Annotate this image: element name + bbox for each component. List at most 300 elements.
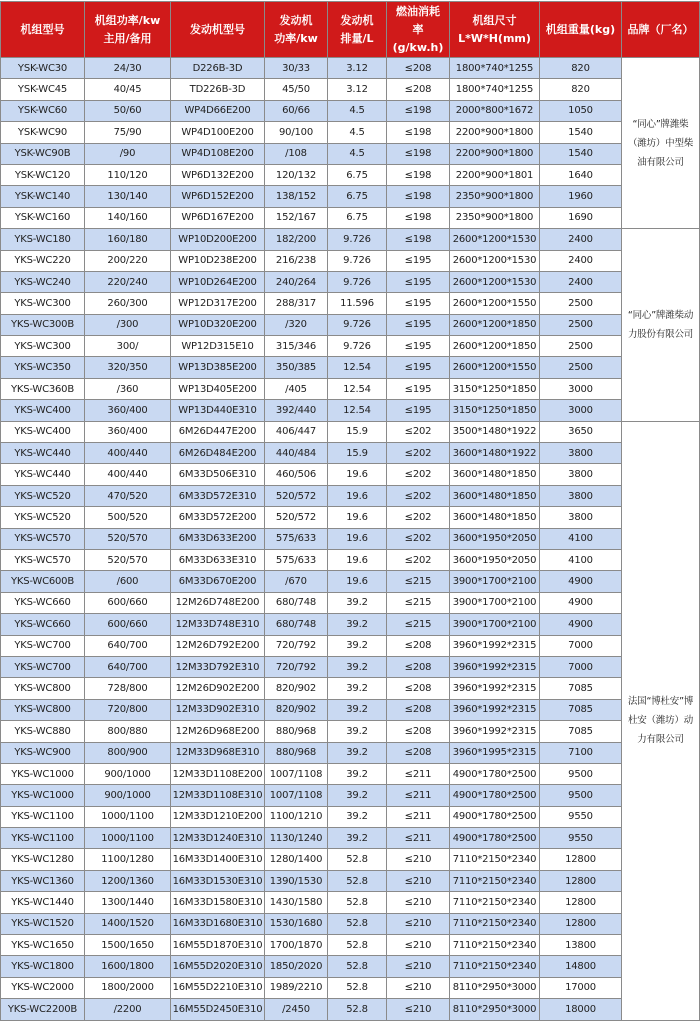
table-row (1, 250, 700, 271)
cell-engine-model: TD226B-3D (171, 79, 265, 100)
cell-engine-model: 6M33D670E200 (171, 571, 265, 592)
cell-weight: 12800 (540, 913, 622, 934)
cell-dimensions: 3600*1480*1850 (450, 485, 540, 506)
cell-model: YSK-WC60 (1, 100, 85, 121)
cell-displacement: 52.8 (328, 999, 387, 1020)
cell-dimensions: 2600*1200*1530 (450, 271, 540, 292)
brand-cell: “同心”牌潍柴（潍坊）中型柴油有限公司 (622, 58, 700, 229)
cell-dimensions: 3150*1250*1850 (450, 400, 540, 421)
cell-dimensions: 2200*900*1800 (450, 122, 540, 143)
cell-engine-model: 12M33D902E310 (171, 699, 265, 720)
cell-fuel-consumption: ≤195 (387, 357, 450, 378)
cell-displacement: 19.6 (328, 507, 387, 528)
cell-model: YKS-WC1650 (1, 935, 85, 956)
cell-dimensions: 3900*1700*2100 (450, 614, 540, 635)
table-row (1, 528, 700, 549)
cell-unit-power: 728/800 (85, 678, 171, 699)
cell-displacement: 39.2 (328, 678, 387, 699)
cell-dimensions: 2200*900*1801 (450, 164, 540, 185)
cell-engine-power: 680/748 (265, 614, 328, 635)
cell-dimensions: 3600*1950*2050 (450, 549, 540, 570)
cell-weight: 3650 (540, 421, 622, 442)
cell-unit-power: 520/570 (85, 528, 171, 549)
cell-displacement: 3.12 (328, 79, 387, 100)
cell-displacement: 12.54 (328, 357, 387, 378)
cell-engine-power: 60/66 (265, 100, 328, 121)
cell-weight: 1540 (540, 143, 622, 164)
cell-engine-power: 216/238 (265, 250, 328, 271)
cell-fuel-consumption: ≤198 (387, 143, 450, 164)
cell-model: YSK-WC30 (1, 58, 85, 79)
cell-unit-power: 1800/2000 (85, 977, 171, 998)
table-row (1, 336, 700, 357)
cell-weight: 1540 (540, 122, 622, 143)
cell-displacement: 19.6 (328, 485, 387, 506)
cell-model: YKS-WC1440 (1, 892, 85, 913)
cell-unit-power: 300/ (85, 336, 171, 357)
cell-dimensions: 3900*1700*2100 (450, 592, 540, 613)
cell-engine-power: 820/902 (265, 678, 328, 699)
cell-displacement: 52.8 (328, 892, 387, 913)
cell-displacement: 4.5 (328, 122, 387, 143)
cell-displacement: 39.2 (328, 656, 387, 677)
header-dimensions: 机组尺寸 L*W*H(mm) (450, 2, 540, 58)
cell-unit-power: 360/400 (85, 421, 171, 442)
cell-engine-power: 575/633 (265, 528, 328, 549)
cell-dimensions: 3960*1992*2315 (450, 635, 540, 656)
cell-engine-model: WP12D315E10 (171, 336, 265, 357)
cell-model: YKS-WC400 (1, 400, 85, 421)
cell-engine-model: 12M33D792E310 (171, 656, 265, 677)
cell-model: YSK-WC90B (1, 143, 85, 164)
cell-engine-model: WP13D440E310 (171, 400, 265, 421)
cell-dimensions: 2600*1200*1550 (450, 293, 540, 314)
cell-engine-model: 12M26D792E200 (171, 635, 265, 656)
cell-fuel-consumption: ≤198 (387, 122, 450, 143)
cell-unit-power: 1000/1100 (85, 828, 171, 849)
table-row (1, 806, 700, 827)
cell-fuel-consumption: ≤208 (387, 721, 450, 742)
cell-weight: 7085 (540, 699, 622, 720)
cell-weight: 14800 (540, 956, 622, 977)
generator-spec-table (0, 1, 700, 1021)
cell-model: YKS-WC800 (1, 699, 85, 720)
cell-model: YSK-WC160 (1, 207, 85, 228)
cell-model: YSK-WC140 (1, 186, 85, 207)
cell-fuel-consumption: ≤208 (387, 58, 450, 79)
cell-engine-power: 575/633 (265, 549, 328, 570)
cell-displacement: 39.2 (328, 785, 387, 806)
cell-engine-model: WP4D100E200 (171, 122, 265, 143)
cell-model: YKS-WC300B (1, 314, 85, 335)
table-header-row (1, 2, 700, 58)
cell-fuel-consumption: ≤211 (387, 806, 450, 827)
cell-weight: 9550 (540, 806, 622, 827)
header-unit-power: 机组功率/kw 主用/备用 (85, 2, 171, 58)
cell-fuel-consumption: ≤195 (387, 314, 450, 335)
cell-engine-power: 1390/1530 (265, 870, 328, 891)
cell-engine-power: 880/968 (265, 721, 328, 742)
cell-engine-model: WP10D320E200 (171, 314, 265, 335)
cell-weight: 2400 (540, 271, 622, 292)
cell-engine-model: 16M33D1530E310 (171, 870, 265, 891)
cell-displacement: 39.2 (328, 592, 387, 613)
cell-engine-model: 16M33D1400E310 (171, 849, 265, 870)
cell-dimensions: 3600*1480*1850 (450, 507, 540, 528)
cell-model: YKS-WC660 (1, 592, 85, 613)
cell-engine-model: WP6D167E200 (171, 207, 265, 228)
cell-engine-power: 460/506 (265, 464, 328, 485)
cell-displacement: 4.5 (328, 143, 387, 164)
cell-weight: 4900 (540, 571, 622, 592)
cell-fuel-consumption: ≤198 (387, 186, 450, 207)
cell-model: YKS-WC1100 (1, 806, 85, 827)
cell-unit-power: 400/440 (85, 464, 171, 485)
cell-engine-power: 315/346 (265, 336, 328, 357)
cell-engine-model: 12M33D1210E200 (171, 806, 265, 827)
cell-fuel-consumption: ≤210 (387, 913, 450, 934)
cell-displacement: 9.726 (328, 250, 387, 271)
cell-engine-model: 12M33D1108E310 (171, 785, 265, 806)
cell-weight: 3800 (540, 507, 622, 528)
cell-displacement: 6.75 (328, 207, 387, 228)
table-row (1, 378, 700, 399)
table-row (1, 828, 700, 849)
cell-engine-power: 720/792 (265, 635, 328, 656)
cell-dimensions: 7110*2150*2340 (450, 849, 540, 870)
cell-displacement: 39.2 (328, 763, 387, 784)
cell-displacement: 9.726 (328, 271, 387, 292)
table-row (1, 400, 700, 421)
cell-dimensions: 4900*1780*2500 (450, 763, 540, 784)
cell-displacement: 39.2 (328, 699, 387, 720)
cell-engine-model: 6M26D484E200 (171, 443, 265, 464)
cell-fuel-consumption: ≤195 (387, 336, 450, 357)
cell-displacement: 15.9 (328, 421, 387, 442)
cell-unit-power: 600/660 (85, 614, 171, 635)
cell-fuel-consumption: ≤208 (387, 635, 450, 656)
cell-engine-power: 720/792 (265, 656, 328, 677)
cell-fuel-consumption: ≤208 (387, 656, 450, 677)
cell-fuel-consumption: ≤202 (387, 528, 450, 549)
cell-dimensions: 7110*2150*2340 (450, 870, 540, 891)
table-row (1, 164, 700, 185)
cell-unit-power: /600 (85, 571, 171, 592)
cell-unit-power: 520/570 (85, 549, 171, 570)
cell-model: YKS-WC1800 (1, 956, 85, 977)
cell-fuel-consumption: ≤210 (387, 892, 450, 913)
cell-dimensions: 2600*1200*1850 (450, 314, 540, 335)
cell-unit-power: 130/140 (85, 186, 171, 207)
table-row (1, 678, 700, 699)
cell-unit-power: 900/1000 (85, 785, 171, 806)
cell-dimensions: 7110*2150*2340 (450, 892, 540, 913)
cell-weight: 7085 (540, 678, 622, 699)
cell-dimensions: 4900*1780*2500 (450, 806, 540, 827)
cell-model: YKS-WC440 (1, 443, 85, 464)
cell-unit-power: 320/350 (85, 357, 171, 378)
table-row (1, 271, 700, 292)
cell-dimensions: 3960*1992*2315 (450, 721, 540, 742)
cell-unit-power: 1100/1280 (85, 849, 171, 870)
brand-cell: 法国“博杜安”博杜安（潍坊）动力有限公司 (622, 421, 700, 1020)
cell-weight: 17000 (540, 977, 622, 998)
cell-displacement: 15.9 (328, 443, 387, 464)
table-row (1, 892, 700, 913)
cell-unit-power: 140/160 (85, 207, 171, 228)
header-engine-power: 发动机 功率/kw (265, 2, 328, 58)
table-row (1, 742, 700, 763)
cell-dimensions: 2200*900*1800 (450, 143, 540, 164)
cell-engine-power: 120/132 (265, 164, 328, 185)
table-row (1, 58, 700, 79)
cell-unit-power: 400/440 (85, 443, 171, 464)
cell-engine-power: /670 (265, 571, 328, 592)
table-row (1, 699, 700, 720)
cell-engine-power: 1700/1870 (265, 935, 328, 956)
cell-engine-model: 12M26D968E200 (171, 721, 265, 742)
table-row (1, 785, 700, 806)
cell-engine-model: WP12D317E200 (171, 293, 265, 314)
cell-fuel-consumption: ≤198 (387, 164, 450, 185)
cell-engine-model: 16M33D1680E310 (171, 913, 265, 934)
cell-weight: 7000 (540, 635, 622, 656)
cell-fuel-consumption: ≤208 (387, 699, 450, 720)
cell-dimensions: 2350*900*1800 (450, 186, 540, 207)
table-row (1, 721, 700, 742)
cell-dimensions: 3150*1250*1850 (450, 378, 540, 399)
table-row (1, 100, 700, 121)
cell-engine-power: 406/447 (265, 421, 328, 442)
cell-model: YKS-WC700 (1, 656, 85, 677)
cell-model: YKS-WC2200B (1, 999, 85, 1020)
cell-weight: 12800 (540, 870, 622, 891)
cell-engine-power: 240/264 (265, 271, 328, 292)
header-engine-model: 发动机型号 (171, 2, 265, 58)
cell-engine-model: D226B-3D (171, 58, 265, 79)
cell-engine-model: 16M55D2210E310 (171, 977, 265, 998)
cell-unit-power: 720/800 (85, 699, 171, 720)
cell-weight: 9550 (540, 828, 622, 849)
cell-unit-power: 220/240 (85, 271, 171, 292)
cell-unit-power: /90 (85, 143, 171, 164)
cell-engine-model: 16M33D1580E310 (171, 892, 265, 913)
cell-displacement: 39.2 (328, 635, 387, 656)
cell-unit-power: 40/45 (85, 79, 171, 100)
cell-displacement: 52.8 (328, 870, 387, 891)
cell-engine-power: 880/968 (265, 742, 328, 763)
cell-engine-model: 6M33D572E310 (171, 485, 265, 506)
cell-engine-model: 6M33D572E200 (171, 507, 265, 528)
cell-model: YKS-WC800 (1, 678, 85, 699)
table-row (1, 571, 700, 592)
table-row (1, 999, 700, 1020)
cell-fuel-consumption: ≤202 (387, 421, 450, 442)
cell-engine-power: 1007/1108 (265, 785, 328, 806)
cell-engine-power: /320 (265, 314, 328, 335)
cell-fuel-consumption: ≤210 (387, 935, 450, 956)
cell-weight: 1640 (540, 164, 622, 185)
cell-unit-power: 1500/1650 (85, 935, 171, 956)
cell-weight: 3800 (540, 443, 622, 464)
cell-engine-power: 288/317 (265, 293, 328, 314)
cell-fuel-consumption: ≤202 (387, 464, 450, 485)
cell-fuel-consumption: ≤210 (387, 849, 450, 870)
cell-weight: 12800 (540, 892, 622, 913)
cell-displacement: 9.726 (328, 314, 387, 335)
cell-engine-model: WP4D108E200 (171, 143, 265, 164)
cell-weight: 4900 (540, 592, 622, 613)
cell-model: YKS-WC400 (1, 421, 85, 442)
cell-displacement: 52.8 (328, 956, 387, 977)
cell-fuel-consumption: ≤211 (387, 763, 450, 784)
cell-dimensions: 7110*2150*2340 (450, 913, 540, 934)
cell-engine-model: 16M55D1870E310 (171, 935, 265, 956)
cell-displacement: 4.5 (328, 100, 387, 121)
cell-model: YKS-WC880 (1, 721, 85, 742)
cell-displacement: 12.54 (328, 400, 387, 421)
cell-fuel-consumption: ≤195 (387, 293, 450, 314)
cell-engine-power: 1100/1210 (265, 806, 328, 827)
cell-fuel-consumption: ≤208 (387, 742, 450, 763)
cell-model: YKS-WC520 (1, 485, 85, 506)
cell-displacement: 39.2 (328, 614, 387, 635)
cell-unit-power: 1000/1100 (85, 806, 171, 827)
cell-weight: 820 (540, 58, 622, 79)
cell-model: YKS-WC240 (1, 271, 85, 292)
cell-fuel-consumption: ≤198 (387, 100, 450, 121)
cell-dimensions: 3500*1480*1922 (450, 421, 540, 442)
cell-fuel-consumption: ≤198 (387, 207, 450, 228)
cell-engine-power: 1430/1580 (265, 892, 328, 913)
cell-weight: 2500 (540, 357, 622, 378)
cell-fuel-consumption: ≤215 (387, 592, 450, 613)
cell-model: YKS-WC1360 (1, 870, 85, 891)
cell-engine-power: 440/484 (265, 443, 328, 464)
cell-weight: 9500 (540, 785, 622, 806)
cell-displacement: 39.2 (328, 806, 387, 827)
cell-engine-model: 12M33D968E310 (171, 742, 265, 763)
table-row (1, 293, 700, 314)
cell-displacement: 3.12 (328, 58, 387, 79)
cell-unit-power: /2200 (85, 999, 171, 1020)
cell-dimensions: 3960*1992*2315 (450, 656, 540, 677)
cell-displacement: 11.596 (328, 293, 387, 314)
cell-engine-power: 1280/1400 (265, 849, 328, 870)
cell-unit-power: 110/120 (85, 164, 171, 185)
cell-fuel-consumption: ≤210 (387, 870, 450, 891)
cell-dimensions: 2600*1200*1850 (450, 336, 540, 357)
cell-unit-power: 800/880 (85, 721, 171, 742)
cell-displacement: 9.726 (328, 229, 387, 250)
cell-engine-model: WP4D66E200 (171, 100, 265, 121)
cell-engine-model: WP10D200E200 (171, 229, 265, 250)
cell-engine-power: 1850/2020 (265, 956, 328, 977)
table-row (1, 763, 700, 784)
cell-dimensions: 3600*1480*1922 (450, 443, 540, 464)
header-model: 机组型号 (1, 2, 85, 58)
cell-engine-model: 6M33D633E310 (171, 549, 265, 570)
table-row (1, 549, 700, 570)
cell-weight: 4100 (540, 549, 622, 570)
cell-model: YKS-WC2000 (1, 977, 85, 998)
cell-weight: 3800 (540, 464, 622, 485)
cell-engine-model: 16M55D2450E310 (171, 999, 265, 1020)
cell-unit-power: 900/1000 (85, 763, 171, 784)
cell-weight: 7085 (540, 721, 622, 742)
cell-dimensions: 7110*2150*2340 (450, 935, 540, 956)
cell-dimensions: 8110*2950*3000 (450, 977, 540, 998)
cell-fuel-consumption: ≤195 (387, 400, 450, 421)
cell-fuel-consumption: ≤210 (387, 956, 450, 977)
header-brand: 品牌（厂名） (622, 2, 700, 58)
cell-engine-power: /405 (265, 378, 328, 399)
cell-model: YKS-WC570 (1, 528, 85, 549)
cell-engine-power: 1989/2210 (265, 977, 328, 998)
cell-displacement: 39.2 (328, 721, 387, 742)
cell-fuel-consumption: ≤210 (387, 977, 450, 998)
cell-model: YKS-WC300 (1, 336, 85, 357)
cell-model: YKS-WC440 (1, 464, 85, 485)
cell-dimensions: 2600*1200*1550 (450, 357, 540, 378)
cell-displacement: 52.8 (328, 849, 387, 870)
cell-engine-model: 12M33D748E310 (171, 614, 265, 635)
cell-weight: 1050 (540, 100, 622, 121)
cell-engine-model: 6M26D447E200 (171, 421, 265, 442)
cell-unit-power: 260/300 (85, 293, 171, 314)
cell-weight: 13800 (540, 935, 622, 956)
table-row (1, 956, 700, 977)
cell-model: YKS-WC220 (1, 250, 85, 271)
table-row (1, 485, 700, 506)
cell-dimensions: 3960*1995*2315 (450, 742, 540, 763)
cell-engine-power: 45/50 (265, 79, 328, 100)
cell-unit-power: 200/220 (85, 250, 171, 271)
table-row (1, 977, 700, 998)
cell-model: YKS-WC1520 (1, 913, 85, 934)
table-row (1, 122, 700, 143)
cell-displacement: 52.8 (328, 935, 387, 956)
cell-displacement: 39.2 (328, 828, 387, 849)
cell-unit-power: 360/400 (85, 400, 171, 421)
cell-engine-power: 90/100 (265, 122, 328, 143)
cell-engine-power: 392/440 (265, 400, 328, 421)
table-row (1, 935, 700, 956)
cell-engine-power: 520/572 (265, 507, 328, 528)
cell-weight: 4900 (540, 614, 622, 635)
cell-engine-model: WP10D264E200 (171, 271, 265, 292)
cell-fuel-consumption: ≤198 (387, 229, 450, 250)
cell-engine-power: 138/152 (265, 186, 328, 207)
table-row (1, 870, 700, 891)
cell-dimensions: 3600*1480*1850 (450, 464, 540, 485)
cell-dimensions: 8110*2950*3000 (450, 999, 540, 1020)
cell-weight: 3000 (540, 400, 622, 421)
cell-fuel-consumption: ≤195 (387, 250, 450, 271)
cell-engine-model: 12M33D1240E310 (171, 828, 265, 849)
table-row (1, 421, 700, 442)
cell-fuel-consumption: ≤208 (387, 79, 450, 100)
cell-weight: 1690 (540, 207, 622, 228)
cell-displacement: 6.75 (328, 186, 387, 207)
cell-fuel-consumption: ≤202 (387, 507, 450, 528)
cell-dimensions: 2000*800*1672 (450, 100, 540, 121)
cell-engine-power: 1130/1240 (265, 828, 328, 849)
cell-model: YKS-WC300 (1, 293, 85, 314)
cell-model: YSK-WC90 (1, 122, 85, 143)
cell-fuel-consumption: ≤210 (387, 999, 450, 1020)
cell-fuel-consumption: ≤211 (387, 785, 450, 806)
